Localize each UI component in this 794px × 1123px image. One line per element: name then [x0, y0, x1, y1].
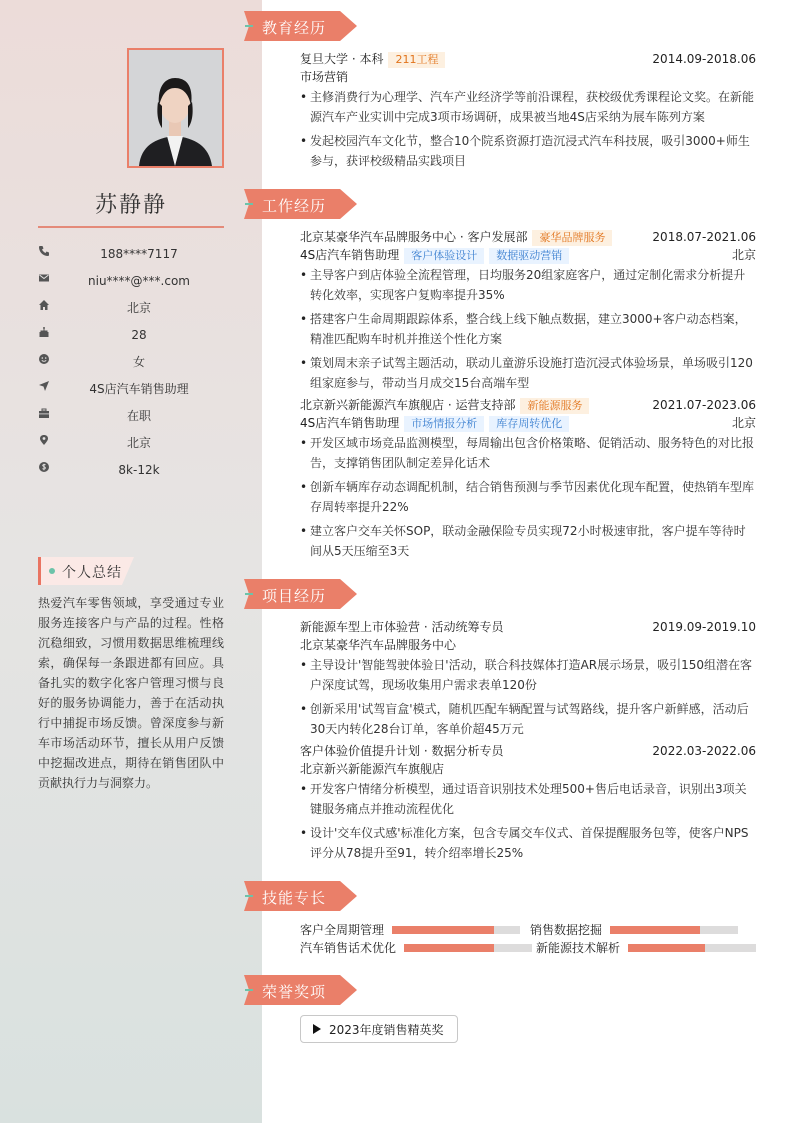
project-bullet: • 创新采用'试驾盲盒'模式，随机匹配车辆配置与试驾路线，提升客户新鲜感，活动后30天内转化28台订单，客单价超45万元	[300, 699, 756, 739]
gender-icon	[38, 353, 50, 365]
location-pin-icon	[38, 434, 50, 446]
name-divider	[38, 226, 224, 228]
home-icon	[38, 299, 50, 311]
award-name: 2023年度销售精英奖	[329, 1022, 444, 1037]
mail-icon	[38, 272, 50, 284]
summary-accent-bar	[38, 557, 41, 585]
skill-bar-track	[404, 944, 532, 952]
project-bullet: • 主导设计'智能驾驶体验日'活动，联合科技媒体打造AR展示场景，吸引150组潜在客户深度试驾，现场收集用户需求表单120份	[300, 655, 756, 695]
job-bullet: • 主导客户到店体验全流程管理，日均服务20组家庭客户，通过定制化需求分析提升转化效率，实现客户复购率提升35%	[300, 265, 756, 305]
education-bullet: • 发起校园汽车文化节，整合10个院系资源打造沉浸式汽车科技展，吸引3000+师生参与，获评校级精品实践项目	[300, 131, 756, 171]
info-age: 28	[38, 321, 224, 348]
project-org: 北京新兴新能源汽车旗舰店	[300, 762, 445, 776]
section-title: 技能专长	[262, 889, 327, 907]
briefcase-icon	[38, 407, 50, 419]
info-email: niu****@***.com	[38, 267, 224, 294]
school-tag: 211工程	[388, 52, 445, 68]
education-school-row	[300, 51, 756, 68]
job-city: 北京	[731, 416, 756, 430]
company-tag: 豪华品牌服务	[532, 230, 612, 246]
info-gender: 女	[38, 348, 224, 375]
ribbon-tick-icon	[245, 591, 253, 597]
major: 市场营销	[300, 70, 349, 84]
skill-bar-track	[392, 926, 520, 934]
info-salary: 8k-12k	[38, 456, 224, 483]
skill-tag: 客户体验设计	[404, 248, 484, 264]
skill-bar-fill	[404, 944, 494, 952]
sidebar	[0, 0, 262, 1123]
section-title: 项目经历	[262, 587, 327, 605]
project-bullet: • 开发客户情绪分析模型，通过语音识别技术处理500+售后电话录音，识别出3项关键服务痛点并推动流程优化	[300, 779, 756, 819]
summary-title: 个人总结	[62, 565, 122, 581]
projects-section-header	[244, 579, 357, 609]
job-bullet: • 开发区域市场竞品监测模型，每周输出包含价格策略、促销活动、服务特色的对比报告，支撑销售团队制定差异化话术	[300, 433, 756, 473]
job-position: 4S店汽车销售助理	[300, 416, 400, 430]
skill-tag: 数据驱动营销	[489, 248, 569, 264]
profile-photo	[127, 48, 224, 168]
project-name: 客户体验价值提升计划 · 数据分析专员	[300, 744, 504, 758]
job-city: 北京	[731, 248, 756, 262]
info-target-city: 北京	[38, 429, 224, 456]
info-job-status: 在职	[38, 402, 224, 429]
job-company-row	[300, 397, 756, 414]
skill-name: 销售数据挖掘	[530, 923, 603, 937]
job-date: 2021.07-2023.06	[652, 398, 756, 412]
info-target-position: 4S店汽车销售助理	[38, 375, 224, 402]
summary-section-header	[38, 557, 134, 585]
project-name: 新能源车型上市体验营 · 活动统筹专员	[300, 620, 504, 634]
candidate-name: 苏静静	[94, 193, 167, 218]
skill-tag: 市场情报分析	[404, 416, 484, 432]
project-bullet: • 设计'交车仪式感'标准化方案，包含专属交车仪式、首保提醒服务包等，使客户NPS评分从78提升至91，转介绍率增长25%	[300, 823, 756, 863]
info-phone: 188****7117	[38, 240, 224, 267]
job-bullet: • 创新车辆库存动态调配机制，结合销售预测与季节因素优化现车配置，使热销车型库存周转率提升22%	[300, 477, 756, 517]
project-org-row	[300, 761, 756, 778]
skill-bar-fill	[610, 926, 700, 934]
education-bullet: • 主修消费行为心理学、汽车产业经济学等前沿课程，获校级优秀课程论文奖。在新能源汽车产业实训中完成3项市场调研，成果被当地4S店采纳为展车陈列方案	[300, 87, 756, 127]
company-tag: 新能源服务	[520, 398, 589, 414]
project-org-row	[300, 637, 756, 654]
phone-icon	[38, 245, 50, 257]
salary-icon	[38, 461, 50, 473]
skill-name: 新能源技术解析	[536, 941, 621, 955]
work-section-header	[244, 189, 357, 219]
project-date: 2019.09-2019.10	[652, 620, 756, 634]
skill-name: 汽车销售话术优化	[300, 941, 397, 955]
award-badge	[300, 1015, 458, 1043]
company-name: 北京某豪华汽车品牌服务中心 · 客户发展部	[300, 230, 528, 244]
job-company-row	[300, 229, 756, 246]
job-position-row	[300, 415, 756, 432]
project-org: 北京某豪华汽车品牌服务中心	[300, 638, 457, 652]
skill-name: 客户全周期管理	[300, 923, 385, 937]
skill-bar-track	[610, 926, 738, 934]
summary-text: 热爱汽车零售领域，享受通过专业服务连接客户与产品的过程。性格沉稳细致，习惯用数据思维梳理线索，确保每一条跟进都有回应。具备扎实的数字化客户管理习惯与良好的服务协调能力，善于在活动执行中捕捉市场反馈。曾深度参与新车市场活动环节，擅长从用户反馈中挖掘改进点，期待在销售团队中贡献执行力与洞察力。	[38, 596, 224, 790]
job-date: 2018.07-2021.06	[652, 230, 756, 244]
main-content	[244, 0, 794, 1123]
project-title-row	[300, 619, 756, 636]
job-bullet: • 策划周末亲子试驾主题活动，联动儿童游乐设施打造沉浸式体验场景，单场吸引120组家庭参与，带动当月成交15台高端车型	[300, 353, 756, 393]
job-position: 4S店汽车销售助理	[300, 248, 400, 262]
info-residence: 北京	[38, 294, 224, 321]
ribbon-tick-icon	[245, 201, 253, 207]
skill-bar-track	[628, 944, 756, 952]
job-bullet: • 建立客户交车关怀SOP，联动金融保险专员实现72小时极速审批，客户提车等待时间从5天压缩至3天	[300, 521, 756, 561]
job-bullet: • 搭建客户生命周期跟踪体系，整合线上线下触点数据，建立3000+客户动态档案，精准匹配购车时机并推送个性化方案	[300, 309, 756, 349]
project-date: 2022.03-2022.06	[652, 744, 756, 758]
summary-dot-icon	[49, 568, 55, 574]
education-major-row	[300, 69, 756, 86]
education-date: 2014.09-2018.06	[652, 52, 756, 66]
education-section-header	[244, 11, 357, 41]
skill-tag: 库存周转优化	[489, 416, 569, 432]
skill-bar-fill	[392, 926, 494, 934]
play-triangle-icon	[313, 1024, 321, 1034]
personal-info-list	[38, 240, 224, 483]
company-name: 北京新兴新能源汽车旗舰店 · 运营支持部	[300, 398, 516, 412]
skill-item	[300, 921, 520, 938]
send-icon	[38, 380, 50, 392]
ribbon-tick-icon	[245, 987, 253, 993]
job-position-row	[300, 247, 756, 264]
section-title: 教育经历	[262, 19, 327, 37]
skill-bar-fill	[628, 944, 705, 952]
ribbon-tick-icon	[245, 893, 253, 899]
birthday-cake-icon	[38, 326, 50, 338]
section-title: 工作经历	[262, 197, 327, 215]
ribbon-tick-icon	[245, 23, 253, 29]
skills-section-header	[244, 881, 357, 911]
section-title: 荣誉奖项	[262, 983, 327, 1001]
school-name: 复旦大学 · 本科	[300, 52, 384, 66]
awards-section-header	[244, 975, 357, 1005]
skill-item	[300, 939, 532, 956]
project-title-row	[300, 743, 756, 760]
skill-item	[530, 921, 738, 938]
skill-item	[536, 939, 756, 956]
